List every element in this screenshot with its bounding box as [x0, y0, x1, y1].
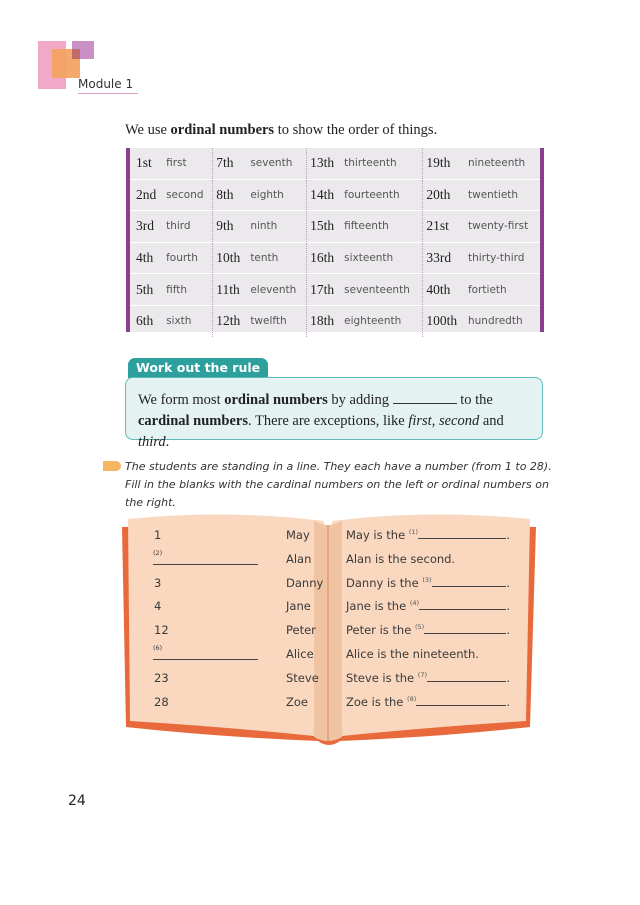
ordinal-number: 18th [310, 313, 335, 329]
sentence-text: Alice is the nineteenth. [346, 647, 479, 661]
ordinal-blank[interactable] [418, 528, 506, 539]
cardinal-number: 1 [154, 528, 162, 542]
ordinal-number: 2nd [130, 179, 163, 211]
ordinal-number: 100th [426, 313, 458, 329]
ordinal-number: 7th [213, 148, 248, 179]
sentence-period: . [506, 670, 510, 685]
ordinal-word: fourth [163, 242, 213, 274]
ordinal-number: 15th [307, 211, 342, 243]
student-name: Jane [286, 599, 311, 614]
rule-bold: cardinal numbers [138, 413, 248, 429]
cardinal-number: 23 [154, 670, 169, 685]
ordinal-blank[interactable] [432, 576, 507, 587]
rule-italic: second [438, 413, 480, 429]
ordinal-blank[interactable] [416, 695, 506, 706]
rule-tab: Work out the rule [128, 358, 268, 378]
rule-bold: ordinal numbers [224, 392, 328, 408]
student-name: May [286, 528, 310, 542]
ordinal-table [126, 148, 544, 332]
sentence-period: . [506, 528, 510, 542]
ordinal-sentence [346, 528, 510, 542]
ordinal-number: 19th [423, 148, 465, 179]
sentence-text: Steve is the [346, 670, 415, 685]
sentence-text: Danny is the [346, 575, 419, 590]
ordinal-number: 3rd [130, 211, 163, 243]
ordinal-word: thirteenth [341, 148, 423, 179]
intro-bold: ordinal numbers [170, 122, 275, 138]
blank-marker: (5) [414, 623, 425, 632]
module-label: Module 1 [78, 77, 134, 91]
ordinal-word: eighteenth [341, 305, 423, 336]
ordinal-number: 11th [213, 274, 248, 306]
blank-marker: (1) [408, 528, 419, 537]
rule-blank[interactable] [393, 391, 457, 404]
ordinal-number: 5th [130, 274, 163, 306]
ordinal-sentence [346, 623, 510, 637]
ordinal-word: twelfth [247, 305, 306, 336]
ordinal-sentence [346, 647, 479, 661]
student-name: Alice [286, 647, 314, 661]
student-name: Alan [286, 551, 312, 566]
cardinal-number: 4 [154, 599, 162, 614]
ordinal-word: tenth [247, 242, 306, 274]
blank-marker: (8) [407, 694, 417, 703]
rule-italic: third [138, 434, 166, 450]
ordinal-number: 16th [307, 242, 342, 274]
ordinal-word: third [163, 211, 213, 243]
ordinal-word: fifteenth [341, 211, 423, 243]
ordinal-number: 4th [130, 242, 163, 274]
blank-marker: (6) [153, 644, 163, 652]
intro-text: We use [125, 122, 171, 138]
exercise-instructions: The students are standing in a line. They each have a number (from 1 to 28). Fill in the blanks with the cardinal numbers on the left or ordinal numbers on the right. [125, 460, 552, 509]
ordinal-word: eleventh [247, 274, 306, 306]
cardinal-blank[interactable] [153, 554, 258, 565]
blank-marker: (2) [153, 548, 163, 557]
ordinal-word: fifth [163, 274, 213, 306]
ordinal-word: eighth [247, 179, 306, 211]
blank-marker: (4) [409, 599, 420, 608]
ordinal-number: 1st [130, 148, 163, 179]
ordinal-word: second [163, 179, 213, 211]
blank-marker: (3) [422, 575, 432, 584]
rule-text: . There are exceptions, like [247, 413, 409, 429]
ordinal-number: 12th [216, 313, 241, 329]
intro-sentence [125, 122, 437, 139]
ordinal-number: 9th [213, 211, 248, 243]
ordinal-word: sixteenth [341, 242, 423, 274]
ordinal-number: 21st [423, 211, 465, 243]
sentence-text: Peter is the [346, 623, 412, 638]
sentence-period: . [506, 623, 510, 638]
ordinal-word: first [163, 148, 213, 179]
sentence-text: Zoe is the [346, 694, 404, 709]
ordinal-sentence [346, 695, 510, 709]
ordinal-number: 17th [307, 274, 342, 306]
cardinal-number: 3 [154, 575, 162, 590]
cardinal-number: 28 [154, 694, 169, 709]
ordinal-row [130, 274, 540, 306]
ordinal-word: twenty-first [465, 211, 540, 243]
ordinal-word: seventh [247, 148, 306, 179]
rule-text: by adding [327, 392, 393, 408]
student-name: Zoe [286, 694, 308, 709]
header-divider [78, 93, 138, 94]
cardinal-number: 12 [154, 623, 169, 638]
ordinal-number: 10th [213, 242, 248, 274]
student-name: Danny [286, 575, 324, 590]
ordinal-blank[interactable] [427, 671, 506, 682]
rule-text: . [165, 434, 170, 450]
sentence-text: Alan is the second. [346, 551, 456, 566]
ordinal-blank[interactable] [424, 623, 506, 634]
ordinal-number: 20th [423, 179, 465, 211]
cardinal-blank[interactable] [153, 649, 258, 660]
ordinal-word: thirty-third [465, 242, 540, 274]
ordinal-number: 8th [213, 179, 248, 211]
exercise-bullet-icon [103, 461, 121, 471]
student-name: Peter [286, 623, 316, 638]
ordinal-row [130, 305, 540, 336]
ordinal-word: fourteenth [341, 179, 423, 211]
rule-text: We form most [138, 392, 225, 408]
ordinal-number: 40th [423, 274, 465, 306]
intro-text-end: to show the order of things. [274, 122, 438, 138]
ordinal-sentence [346, 599, 510, 613]
page-number: 24 [68, 793, 86, 809]
sentence-text: Jane is the [346, 599, 407, 614]
sentence-period: . [506, 599, 510, 614]
ordinal-word: hundredth [467, 315, 523, 328]
ordinal-sentence [346, 671, 510, 685]
rule-box [125, 377, 543, 450]
sentence-period: . [506, 575, 510, 590]
ordinal-sentence [346, 552, 455, 566]
rule-text: to the [456, 392, 493, 408]
ordinal-number: 14th [307, 179, 342, 211]
ordinal-number: 6th [136, 313, 154, 329]
blank-marker: (7) [417, 670, 428, 679]
student-name: Steve [286, 670, 319, 685]
sentence-period: . [506, 694, 510, 709]
ordinal-row [130, 179, 540, 211]
ordinal-word: nineteenth [465, 148, 540, 179]
ordinal-row [130, 242, 540, 274]
ordinal-word: fortieth [465, 274, 540, 306]
ordinal-blank[interactable] [419, 599, 506, 610]
rule-text: , [431, 413, 439, 429]
ordinal-number: 13th [307, 148, 342, 179]
ordinal-sentence [346, 576, 510, 590]
sentence-text: May is the [346, 528, 406, 542]
ordinal-word: sixth [163, 305, 213, 336]
ordinal-row [130, 148, 540, 179]
ordinal-word: seventeenth [341, 274, 423, 306]
ordinal-word: ninth [247, 211, 306, 243]
rule-italic: first [408, 413, 432, 429]
ordinal-word: twentieth [465, 179, 540, 211]
ordinal-number: 33rd [423, 242, 465, 274]
ordinal-row [130, 211, 540, 243]
rule-text: and [479, 413, 504, 429]
